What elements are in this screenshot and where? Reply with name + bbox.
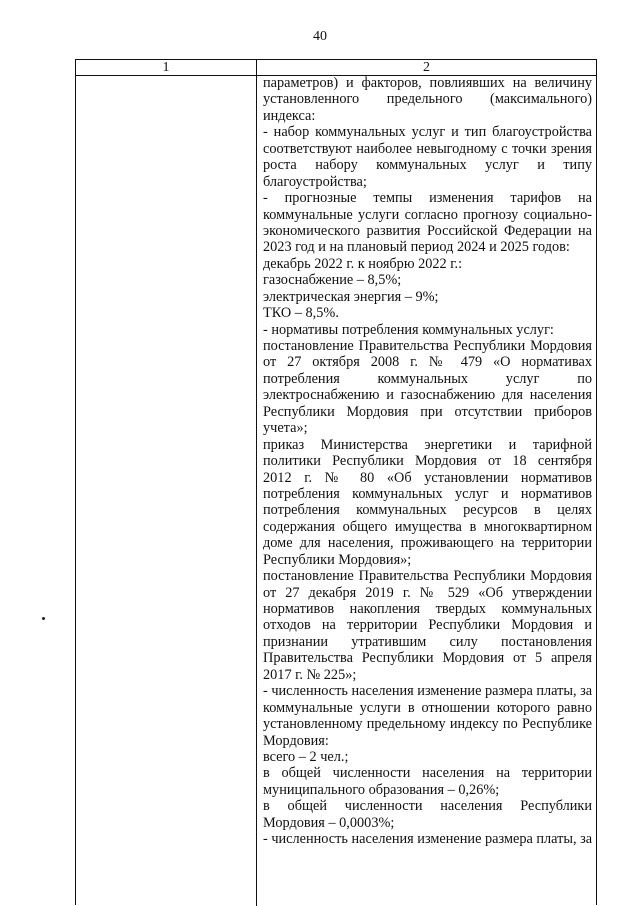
text-line: - численность населения изменение размера платы, за bbox=[263, 831, 593, 848]
text-line: всего – 2 чел.; bbox=[263, 748, 349, 765]
text-line: муниципального образования – 0,26%; bbox=[263, 781, 500, 798]
text-line: коммунальные услуги в отношении которого равно bbox=[263, 699, 592, 716]
text-line: Республики Мордовия»; bbox=[263, 551, 412, 568]
column-divider bbox=[256, 60, 257, 906]
text-line: газоснабжение – 8,5%; bbox=[263, 272, 402, 289]
text-line: параметров) и факторов, повлиявших на величину bbox=[263, 75, 592, 91]
text-line: электроснабжению и газоснабжению для населения bbox=[263, 387, 592, 404]
text-line: установленного предельного (максимального) bbox=[263, 91, 592, 108]
text-line: благоустройства; bbox=[263, 173, 367, 190]
column-header-1: 1 bbox=[162, 60, 170, 75]
text-line: содержания общего имущества в многоквартирном bbox=[263, 518, 592, 535]
text-line: 2017 г. № 225»; bbox=[263, 666, 357, 683]
text-line: в общей численности населения на территории bbox=[263, 765, 592, 782]
text-line: электрическая энергия – 9%; bbox=[263, 288, 439, 305]
text-line: Правительства Республики Мордовия от 5 апреля bbox=[263, 650, 592, 667]
text-line: индекса: bbox=[263, 107, 316, 124]
text-line: коммунальные услуги согласно прогнозу социально- bbox=[263, 206, 592, 223]
text-line: 2023 год и на плановый период 2024 и 2025 годов: bbox=[263, 239, 570, 256]
text-line: экономического развития Российской Федерации на bbox=[263, 222, 592, 239]
text-line: отходов на территории Республики Мордовия и bbox=[263, 617, 592, 634]
text-line: в общей численности населения Республики bbox=[263, 798, 592, 815]
content-table bbox=[75, 59, 597, 905]
text-line: потребления коммунальных ресурсов в целях bbox=[263, 502, 592, 519]
text-line: 2012 г. № 80 «Об установлении нормативов bbox=[263, 469, 592, 486]
text-line: от 27 октября 2008 г. № 479 «О нормативах bbox=[263, 354, 592, 371]
text-line: постановление Правительства Республики Мордовия bbox=[263, 568, 592, 585]
text-line: потребления коммунальных услуг по bbox=[263, 370, 592, 387]
table-header-row bbox=[76, 60, 596, 76]
text-line: соответствуют наиболее невыгодному с точки зрения bbox=[263, 140, 592, 157]
text-line: приказ Министерства энергетики и тарифной bbox=[263, 436, 592, 453]
text-line: постановление Правительства Республики Мордовия bbox=[263, 338, 592, 354]
text-line: политики Республики Мордовия от 18 сентября bbox=[263, 453, 592, 470]
column-2-text bbox=[263, 75, 592, 848]
text-line: роста набору коммунальных услуг и типу bbox=[263, 157, 592, 174]
text-line: - прогнозные темпы изменения тарифов на bbox=[263, 190, 592, 207]
column-header-2: 2 bbox=[423, 60, 430, 75]
text-line: ТКО – 8,5%. bbox=[263, 305, 339, 322]
text-line: потребления коммунальных услуг и нормативов bbox=[263, 485, 592, 502]
text-line: признании утратившим силу постановления bbox=[263, 633, 592, 650]
page-number: 40 bbox=[313, 29, 327, 44]
text-line: доме для населения, проживающего на территории bbox=[263, 535, 592, 552]
text-line: - численность населения изменение размера платы, за bbox=[263, 683, 593, 700]
text-line: - нормативы потребления коммунальных услуг: bbox=[263, 321, 554, 338]
text-line: Мордовия: bbox=[263, 732, 329, 749]
text-line: учета»; bbox=[263, 420, 308, 437]
text-line: Республики Мордовия при отсутствии приборов bbox=[263, 403, 592, 420]
scan-speck bbox=[42, 617, 45, 620]
text-line: декабрь 2022 г. к ноябрю 2022 г.: bbox=[263, 255, 463, 272]
text-line: - набор коммунальных услуг и тип благоустройства bbox=[263, 124, 592, 141]
text-line: нормативов накопления твердых коммунальных bbox=[263, 601, 592, 617]
text-line: установленному предельному индексу по Республике bbox=[263, 716, 592, 733]
text-line: от 27 декабря 2019 г. № 529 «Об утверждении bbox=[263, 584, 592, 601]
text-line: Мордовия – 0,0003%; bbox=[263, 814, 395, 831]
